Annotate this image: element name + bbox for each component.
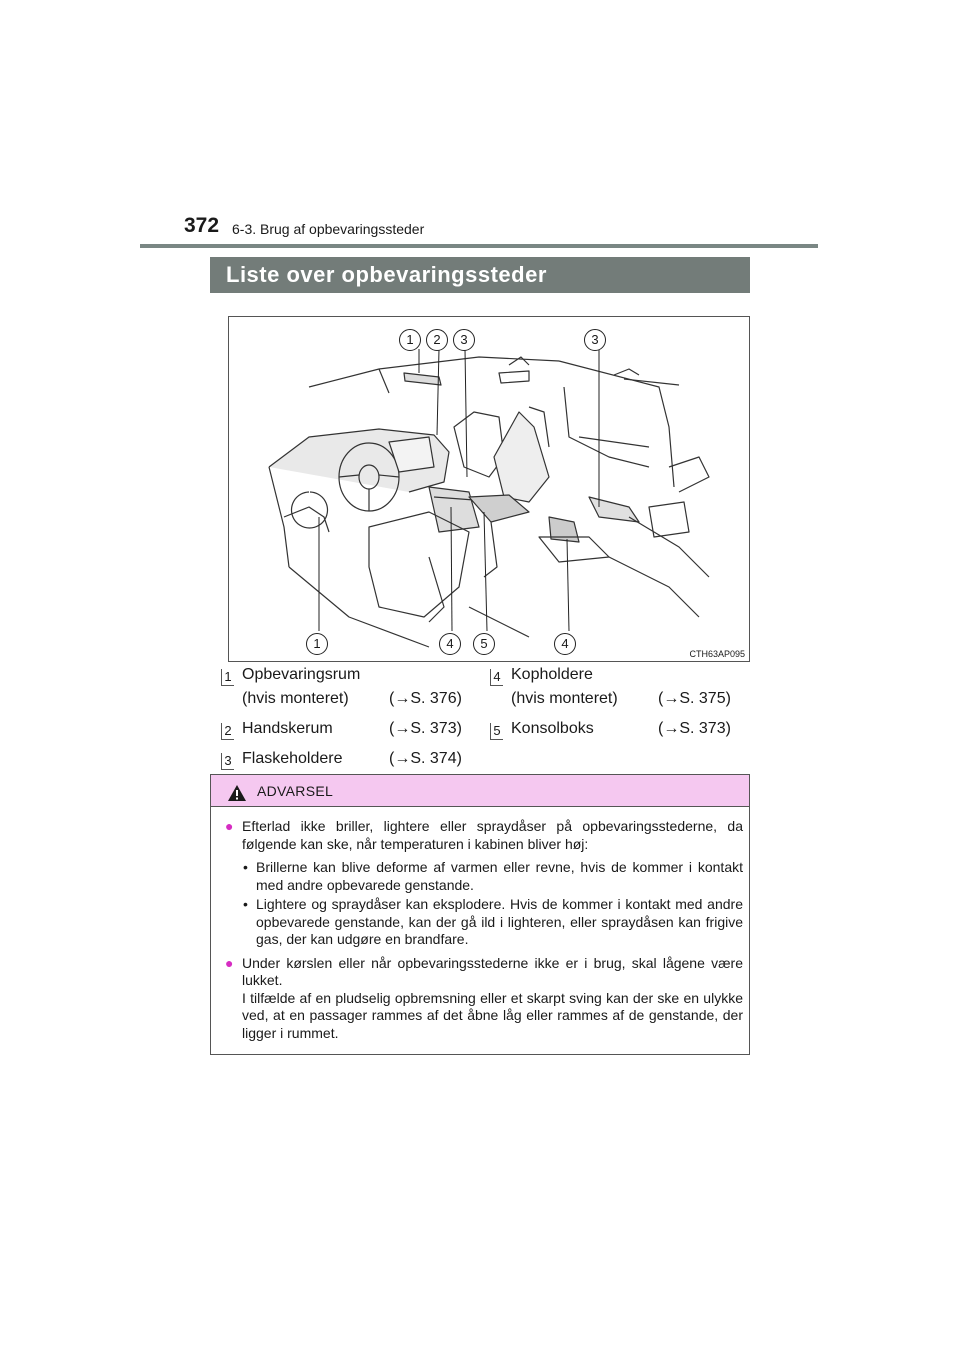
legend-label: Opbevaringsrum — [242, 666, 361, 683]
legend-label: Handskerum — [242, 720, 333, 737]
warning-text: Efterlad ikke briller, lightere eller spraydåser på opbevaringsstederne, da følgende kan ske, når temperaturen i kabinen bliver høj: — [242, 818, 743, 852]
legend-sublabel: (hvis monteret) — [511, 690, 618, 707]
legend-number: 4 — [490, 669, 503, 686]
bullet-dot-icon: • — [243, 859, 248, 875]
callout-console: 5 — [473, 633, 495, 655]
bullet-circle-icon: ● — [225, 818, 234, 834]
legend-label: Kopholdere — [511, 666, 593, 683]
warning-box — [210, 774, 750, 1055]
legend-number: 1 — [221, 669, 234, 686]
legend-label: Flaskeholdere — [242, 750, 343, 767]
interior-illustration — [228, 316, 750, 662]
warning-body — [225, 818, 743, 1048]
legend-page-ref: (→S. 376) — [389, 690, 462, 707]
running-header: 6-3. Brug af opbevaringssteder — [232, 221, 425, 237]
warning-subitem — [225, 859, 743, 894]
legend-page-ref: (→S. 374) — [389, 750, 462, 767]
warning-subitem-text: Brillerne kan blive deforme af varmen eller revne, hvis de kommer i kontakt med andre opbevarede genstande. — [256, 859, 743, 893]
legend-label: Konsolboks — [511, 720, 594, 737]
warning-header — [211, 775, 749, 807]
car-interior-drawing — [229, 317, 749, 661]
warning-triangle-icon — [227, 784, 247, 802]
legend-number: 3 — [221, 753, 234, 770]
callout-bottle-front: 3 — [453, 329, 475, 351]
header-rule — [140, 244, 818, 248]
figure-code: CTH63AP095 — [689, 649, 745, 659]
callout-cup-rear: 4 — [554, 633, 576, 655]
warning-paragraph — [225, 955, 743, 1043]
section-title: Liste over opbevaringssteder — [210, 257, 750, 293]
legend-number: 2 — [221, 723, 234, 740]
warning-subitem — [225, 896, 743, 949]
callout-bottle-rear: 3 — [584, 329, 606, 351]
legend-page-ref: (→S. 373) — [389, 720, 462, 737]
warning-text: I tilfælde af en pludselig opbremsning eller et skarpt sving kan der ske en ulykke ved, at en passager rammes af det åbne låg eller rammes af de genstande, der ligger i rummet. — [242, 989, 743, 1041]
warning-title: ADVARSEL — [257, 783, 334, 799]
legend-sublabel: (hvis monteret) — [242, 690, 349, 707]
page-number: 372 — [184, 214, 220, 237]
bullet-dot-icon: • — [243, 896, 248, 912]
legend-page-ref: (→S. 373) — [658, 720, 731, 737]
callout-cup-front: 4 — [439, 633, 461, 655]
bullet-circle-icon: ● — [225, 954, 234, 971]
callout-storage-bottom: 1 — [306, 633, 328, 655]
callout-storage-top: 1 — [399, 329, 421, 351]
warning-text: Under kørslen eller når opbevaringsstederne ikke er i brug, skal lågene være lukket. — [242, 954, 743, 988]
warning-subitem-text: Lightere og spraydåser kan eksplodere. Hvis de kommer i kontakt med andre opbevarede genstande, kan der gå ild i lighteren, eller spraydåsen kan frigive gas, der kan udgøre en brandfare. — [256, 896, 743, 947]
legend-page-ref: (→S. 375) — [658, 690, 731, 707]
warning-paragraph — [225, 818, 743, 853]
callout-glovebox: 2 — [426, 329, 448, 351]
legend-number: 5 — [490, 723, 503, 740]
